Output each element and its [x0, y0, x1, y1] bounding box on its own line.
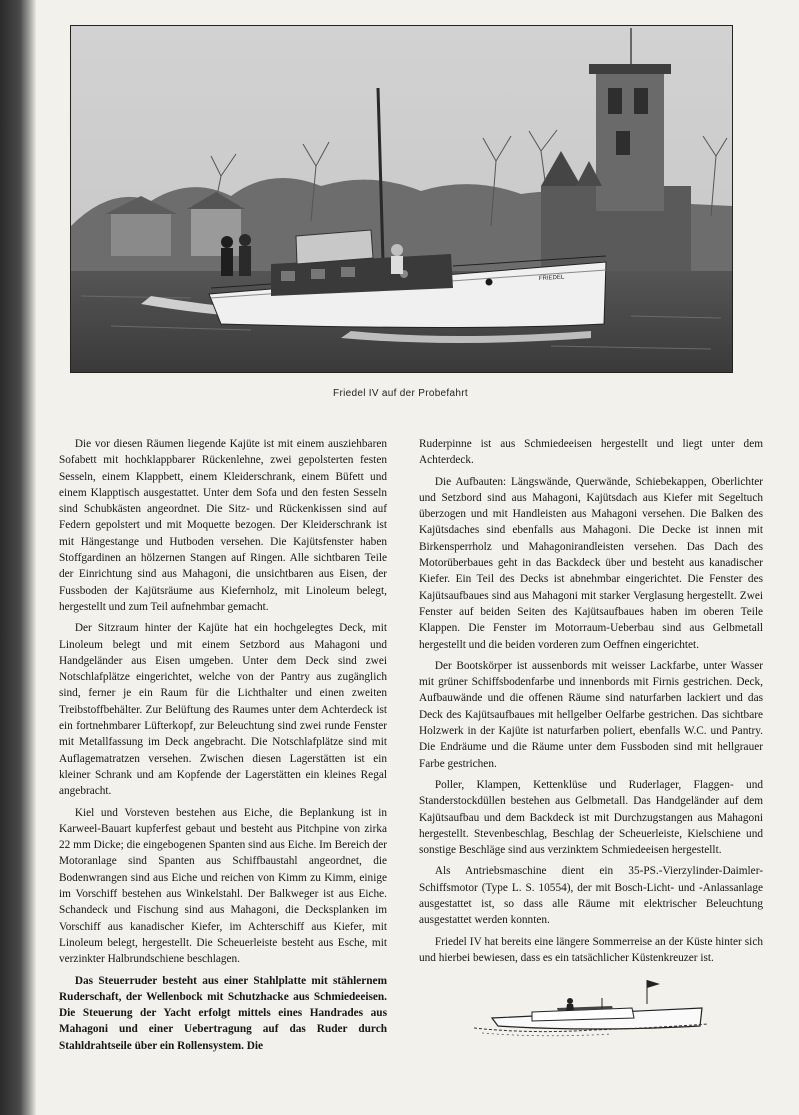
- paragraph-fittings: Poller, Klampen, Kettenklüse und Ruderlager, Flaggen- und Standerstockdüllen bestehen aus Gelbmetall. Das Handgeländer auf dem Kajütsaufbau und dem Backdeck ist mit Durchzugstangen aus Mahagoni hergestellt. Stevenbeschlag, Beschlag der Scheuerleiste, Kielschiene und sonstige Beschläge sind aus verzinktem Schmiedeeisen hergestellt.: [419, 778, 763, 857]
- paragraph-rudder-continued: Ruderpinne ist aus Schmiedeeisen hergestellt und liegt unter dem Achterdeck.: [419, 438, 763, 467]
- boat-sketch-illustration: [472, 978, 710, 1042]
- paragraph-cabin: Die vor diesen Räumen liegende Kajüte ist mit einem ausziehbaren Sofabett mit hochklappbarer Rückenlehne, zwei gepolsterten festen Sesseln, einem Klappbett, einem Kleiderschrank, einem Büfett und einem Klapptisch ausgestattet. Unter dem Sofa und den festen Sesseln sind Schubkästen angeordnet. Die Sitz- und Rückenkissen sind auf Federn gepolstert und mit Moquette bezogen. Der Kleiderschrank ist mit Hängestange und Hutboden versehen. Die Kajütsfenster haben Stoffgardinen an hölzernen Stangen auf Ringen. Alle sichtbaren Teile der Einrichtung sind aus Mahagoni, die unsichtbaren aus Eisen, der Fussboden der Kajütsräume aus Kiefernholz, mit Linoleum belegt, hergestellt und zum Teil aufnehmbar gemacht.: [59, 438, 387, 613]
- paragraph-paintwork: Der Bootskörper ist aussenbords mit weisser Lackfarbe, unter Wasser mit grüner Schiffsbodenfarbe und innenbords mit Firnis gestrichen. Deck, Aufbauwände und die offenen Räume sind naturfarben lackiert und das Deck des Kajütsaufbaues mit hellgelber Oelfarbe gestrichen. Das sichtbare Holzwerk in der Kajüte ist naturfarben poliert, ebenfalls W.C. und Pantry. Die Endräume und die Räume unter dem Fussboden sind mit hellgrauer Farbe gestrichen.: [419, 659, 763, 770]
- hull-name: FRIEDEL: [538, 274, 565, 282]
- paragraph-superstructure: Die Aufbauten: Längswände, Querwände, Schiebekappen, Oberlichter und Setzbord sind aus Mahagoni, Kajütsdach aus Kiefer mit Segeltuch überzogen und mit Handleisten aus Mahagoni versehen. Die Balken des Kajütsdaches sind ebenfalls aus Mahagoni. Die Decke ist innen mit Birkensperrholz und Mahagonirandleisten versehen. Das Dach des Motorüberbaues geht in das Backdeck über und besteht aus kanadischer Kiefer. Ein Teil des Decks ist abnehmbar eingerichtet. Die Fenster des Kajütsaufbaues sind aus Mahagoni mit starker Verglasung hergestellt. Zwei Fenster auf beiden Seiten des Kajütsaufbaues haben im oberen Teile Klappen. Die Fenster im Motorraum-Ueberbau sind aus Gelbmetall hergestellt und die beiden vorderen zum Oeffnen eingerichtet.: [419, 475, 763, 651]
- photo-caption: Friedel IV auf der Probefahrt: [333, 388, 468, 399]
- paragraph-summer-voyage: Friedel IV hat bereits eine längere Sommerreise an der Küste hinter sich und hierbei bewiesen, dass es ein tatsächlicher Küstenkreuzer ist.: [419, 935, 763, 964]
- paragraph-hull-construction: Kiel und Vorsteven bestehen aus Eiche, die Beplankung ist in Karweel-Bauart kupferfest gebaut und besteht aus Pitchpine von zirka 22 mm Dicke; die eingebogenen Spanten sind aus Eiche. Im Bereich der Motoranlage sind Spanten aus Schiffbaustahl angeordnet, die Bodenwrangen sind aus Eiche und reichen von Kimm zu Kimm, einige im Vorschiff bestehen aus Winkelstahl. Der Balkweger ist aus Eiche. Schandeck und Fischung sind aus Mahagoni, die Decksplanken im Vorschiff aus kanadischer Kiefer, im Achterschiff aus Kiefer, mit Linoleum belegt, hergestellt. Die Scheuerleiste besteht aus Esche, mit verzinkter Halbrundschiene beschlagen.: [59, 806, 387, 966]
- right-text-column: [419, 436, 763, 971]
- boat-photograph: [70, 25, 733, 373]
- scanned-page-spine-shadow: [0, 0, 36, 1115]
- paragraph-engine: Als Antriebsmaschine dient ein 35-PS.-Vierzylinder-Daimler-Schiffsmotor (Type L. S. 10554), der mit Bosch-Licht- und -Anlassanlage ausgestattet ist, so dass alle Räume mit elektrischer Beleuchtung ausgestattet werden konnten.: [419, 865, 763, 927]
- paragraph-rudder: Das Steuerruder besteht aus einer Stahlplatte mit stählernem Ruderschaft, der Wellenbock mit Schutzhacke aus Schmiedeeisen. Die Steuerung der Yacht erfolgt mittels eines Handrades aus Mahagoni und einer Uebertragung auf das Ruder durch Stahldrahtseile über ein Rollensystem. Die: [59, 974, 387, 1052]
- left-text-column: [59, 436, 387, 1059]
- paragraph-seating-area: Der Sitzraum hinter der Kajüte hat ein hochgelegtes Deck, mit Linoleum belegt und mit einem Setzbord aus Mahagoni und Handgeländer aus Eisen umgeben. Unter dem Deck sind zwei Notschlafplätze eingerichtet, welche von der Pantry aus zugänglich sind, ferner je ein Raum für die Lichthalter und einen zweiten Treibstoffbehälter. Zur Belüftung des Raumes unter dem Achterdeck ist ein fortnehmbarer Lüfterkopf, zur Beleuchtung sind zwei runde Fenster mit Metallfassung im Deck angebracht. Die Notschlafplätze sind mit Auflagematratzen versehen. Zwischen diesen Lagerstätten ist ein kleiner Schrank und am Kopfende der Lagerstätten ein kleines Regal angebracht.: [59, 622, 387, 798]
